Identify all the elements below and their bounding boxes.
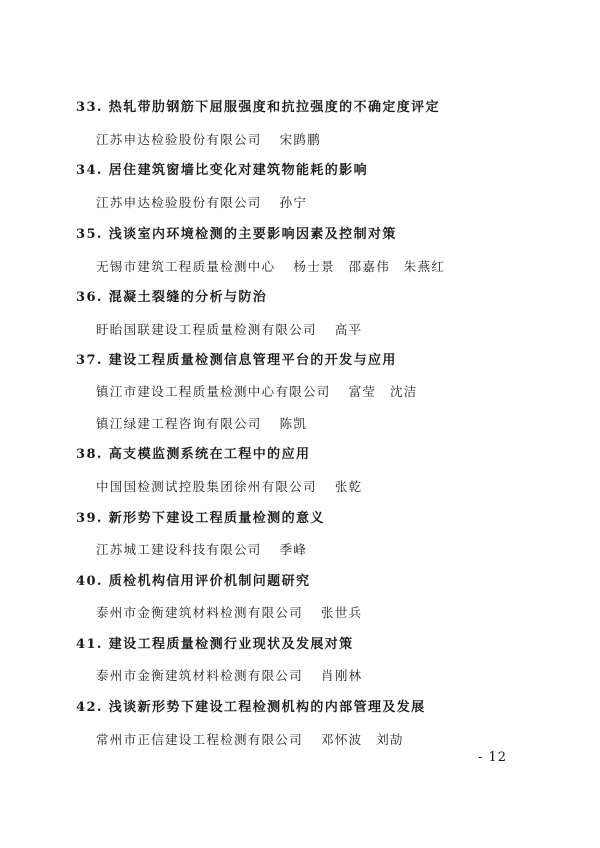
author-line: 无锡市建筑工程质量检测中心 杨士景 邵嘉伟 朱燕红 [96,259,446,274]
paper-title: 41. 建设工程质量检测行业现状及发展对策 [76,637,354,652]
paper-title: 37. 建设工程质量检测信息管理平台的开发与应用 [76,353,397,368]
author-line: 泰州市金衡建筑材料检测有限公司 张世兵 [96,605,363,620]
author-line: 江苏城工建设科技有限公司 季峰 [96,542,308,557]
paper-title: 40. 质检机构信用评价机制问题研究 [76,574,311,589]
author-line: 中国国检测试控股集团徐州有限公司 张乾 [96,479,363,494]
author-line: 江苏申达检验股份有限公司 宋鹍鹏 [96,132,322,147]
paper-title: 33. 热轧带肋钢筋下屈服强度和抗拉强度的不确定度评定 [76,100,440,115]
author-line: 镇江市建设工程质量检测中心有限公司 富莹 沈洁 [96,384,418,399]
paper-title: 38. 高支模监测系统在工程中的应用 [76,447,311,462]
author-line: 江苏申达检验股份有限公司 孙宁 [96,195,308,210]
paper-title: 35. 浅谈室内环境检测的主要影响因素及控制对策 [76,227,397,242]
page-number: - 12 [478,750,508,765]
author-line: 常州市正信建设工程检测有限公司 邓怀波 刘劼 [96,732,404,747]
author-line: 泰州市金衡建筑材料检测有限公司 肖刚林 [96,668,363,683]
paper-title: 42. 浅谈新形势下建设工程检测机构的内部管理及发展 [76,700,426,715]
author-line: 镇江绿建工程咨询有限公司 陈凯 [96,416,308,431]
paper-title: 34. 居住建筑窗墙比变化对建筑物能耗的影响 [76,163,368,178]
paper-title: 36. 混凝土裂缝的分析与防治 [76,290,268,305]
paper-title: 39. 新形势下建设工程质量检测的意义 [76,511,325,526]
author-line: 盱眙国联建设工程质量检测有限公司 高平 [96,322,363,337]
